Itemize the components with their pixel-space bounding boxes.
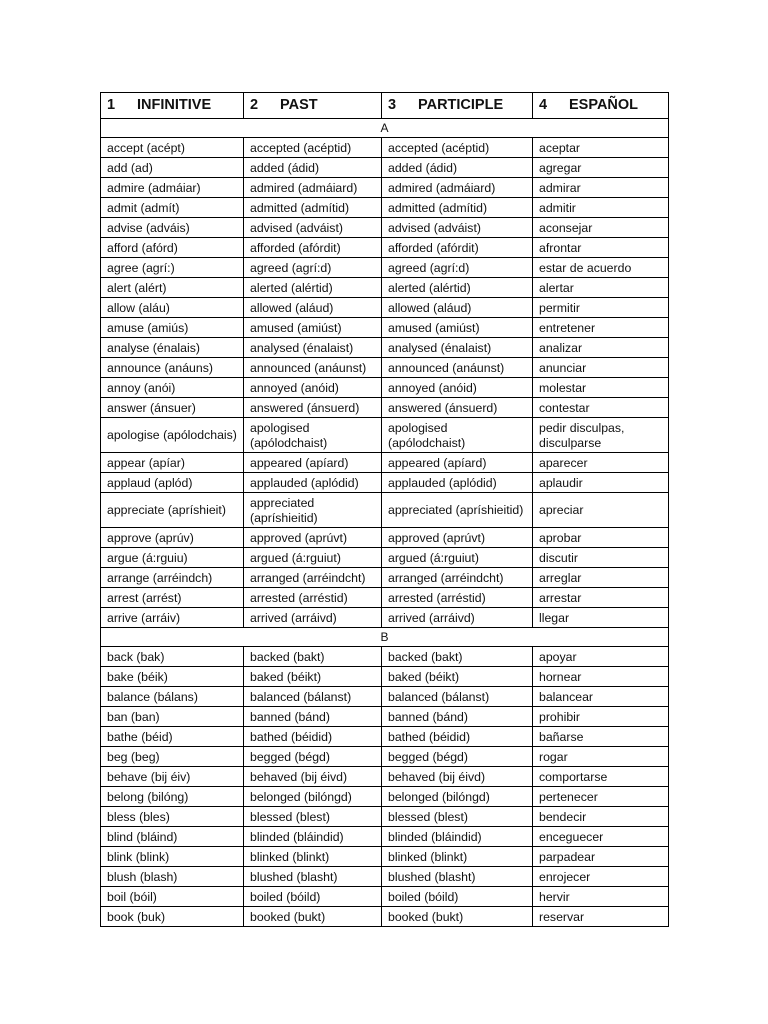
spanish-cell: permitir (533, 298, 669, 318)
verb-row (101, 278, 669, 298)
spanish-cell: aconsejar (533, 218, 669, 238)
spanish-cell: pedir disculpas, disculparse (533, 418, 669, 453)
participle-cell: backed (bakt) (382, 647, 533, 667)
infinitive-cell: appreciate (apríshieit) (101, 493, 244, 528)
participle-cell: argued (á:rguiut) (382, 548, 533, 568)
participle-cell: advised (adváist) (382, 218, 533, 238)
spanish-cell: balancear (533, 687, 669, 707)
participle-cell: banned (bánd) (382, 707, 533, 727)
past-cell: admitted (admítid) (244, 198, 382, 218)
spanish-cell: hornear (533, 667, 669, 687)
header-infinitive (101, 93, 244, 119)
verb-row (101, 847, 669, 867)
verb-row (101, 218, 669, 238)
past-cell: blushed (blasht) (244, 867, 382, 887)
verb-row (101, 493, 669, 528)
participle-cell: begged (bégd) (382, 747, 533, 767)
past-cell: applauded (aplódid) (244, 473, 382, 493)
header-number: 1 (107, 97, 116, 113)
spanish-cell: alertar (533, 278, 669, 298)
header-label: PAST (280, 97, 318, 113)
verb-row (101, 548, 669, 568)
past-cell: belonged (bilóngd) (244, 787, 382, 807)
past-cell: appeared (apíard) (244, 453, 382, 473)
spanish-cell: bañarse (533, 727, 669, 747)
header-label: ESPAÑOL (569, 97, 639, 113)
past-cell: banned (bánd) (244, 707, 382, 727)
infinitive-cell: admire (admáiar) (101, 178, 244, 198)
spanish-cell: admitir (533, 198, 669, 218)
participle-cell: blessed (blest) (382, 807, 533, 827)
participle-cell: admired (admáiard) (382, 178, 533, 198)
spanish-cell: afrontar (533, 238, 669, 258)
infinitive-cell: appear (apíar) (101, 453, 244, 473)
infinitive-cell: annoy (anói) (101, 378, 244, 398)
spanish-cell: apreciar (533, 493, 669, 528)
past-cell: afforded (afórdit) (244, 238, 382, 258)
past-cell: approved (aprúvt) (244, 528, 382, 548)
header-row (101, 93, 669, 119)
participle-cell: baked (béikt) (382, 667, 533, 687)
spanish-cell: discutir (533, 548, 669, 568)
infinitive-cell: announce (anáuns) (101, 358, 244, 378)
infinitive-cell: answer (ánsuer) (101, 398, 244, 418)
infinitive-cell: blind (bláind) (101, 827, 244, 847)
spanish-cell: enrojecer (533, 867, 669, 887)
past-cell: blinded (bláindid) (244, 827, 382, 847)
section-letter: A (101, 119, 669, 138)
past-cell: balanced (bálanst) (244, 687, 382, 707)
infinitive-cell: bathe (béid) (101, 727, 244, 747)
past-cell: arranged (arréindcht) (244, 568, 382, 588)
verb-row (101, 787, 669, 807)
header-label: PARTICIPLE (418, 97, 504, 113)
infinitive-cell: arrest (arrést) (101, 588, 244, 608)
verb-row (101, 588, 669, 608)
infinitive-cell: book (buk) (101, 907, 244, 927)
header-number: 2 (250, 97, 259, 113)
infinitive-cell: analyse (énalais) (101, 338, 244, 358)
infinitive-cell: allow (aláu) (101, 298, 244, 318)
verb-row (101, 707, 669, 727)
infinitive-cell: beg (beg) (101, 747, 244, 767)
verb-row (101, 687, 669, 707)
infinitive-cell: behave (bij éiv) (101, 767, 244, 787)
past-cell: baked (béikt) (244, 667, 382, 687)
participle-cell: appreciated (apríshieitid) (382, 493, 533, 528)
spanish-cell: contestar (533, 398, 669, 418)
past-cell: analysed (énalaist) (244, 338, 382, 358)
infinitive-cell: applaud (aplód) (101, 473, 244, 493)
infinitive-cell: back (bak) (101, 647, 244, 667)
infinitive-cell: boil (bóil) (101, 887, 244, 907)
participle-cell: balanced (bálanst) (382, 687, 533, 707)
infinitive-cell: ban (ban) (101, 707, 244, 727)
header-number: 4 (539, 97, 548, 113)
spanish-cell: enceguecer (533, 827, 669, 847)
spanish-cell: admirar (533, 178, 669, 198)
participle-cell: bathed (béidid) (382, 727, 533, 747)
verb-row (101, 198, 669, 218)
past-cell: arrested (arréstid) (244, 588, 382, 608)
verb-row (101, 647, 669, 667)
past-cell: argued (á:rguiut) (244, 548, 382, 568)
spanish-cell: aparecer (533, 453, 669, 473)
verb-row (101, 608, 669, 628)
infinitive-cell: accept (acépt) (101, 138, 244, 158)
past-cell: boiled (bóild) (244, 887, 382, 907)
participle-cell: apologised (apólodchaist) (382, 418, 533, 453)
participle-cell: agreed (agrí:d) (382, 258, 533, 278)
past-cell: apologised (apólodchaist) (244, 418, 382, 453)
past-cell: backed (bakt) (244, 647, 382, 667)
infinitive-cell: bake (béik) (101, 667, 244, 687)
past-cell: allowed (aláud) (244, 298, 382, 318)
spanish-cell: anunciar (533, 358, 669, 378)
verb-row (101, 907, 669, 927)
verb-row (101, 318, 669, 338)
infinitive-cell: apologise (apólodchais) (101, 418, 244, 453)
spanish-cell: aprobar (533, 528, 669, 548)
verb-row (101, 378, 669, 398)
infinitive-cell: blink (blink) (101, 847, 244, 867)
participle-cell: admitted (admítid) (382, 198, 533, 218)
past-cell: alerted (alértid) (244, 278, 382, 298)
infinitive-cell: argue (á:rguiu) (101, 548, 244, 568)
past-cell: amused (amiúst) (244, 318, 382, 338)
past-cell: blessed (blest) (244, 807, 382, 827)
verb-row (101, 298, 669, 318)
verb-row (101, 158, 669, 178)
verb-row (101, 807, 669, 827)
past-cell: behaved (bij éivd) (244, 767, 382, 787)
verb-row (101, 727, 669, 747)
spanish-cell: comportarse (533, 767, 669, 787)
spanish-cell: aceptar (533, 138, 669, 158)
spanish-cell: arrestar (533, 588, 669, 608)
spanish-cell: hervir (533, 887, 669, 907)
spanish-cell: analizar (533, 338, 669, 358)
past-cell: agreed (agrí:d) (244, 258, 382, 278)
participle-cell: announced (anáunst) (382, 358, 533, 378)
participle-cell: answered (ánsuerd) (382, 398, 533, 418)
participle-cell: approved (aprúvt) (382, 528, 533, 548)
verb-list-page (100, 92, 668, 927)
infinitive-cell: arrange (arréindch) (101, 568, 244, 588)
infinitive-cell: blush (blash) (101, 867, 244, 887)
participle-cell: behaved (bij éivd) (382, 767, 533, 787)
verb-row (101, 767, 669, 787)
past-cell: arrived (arráivd) (244, 608, 382, 628)
section-letter: B (101, 628, 669, 647)
past-cell: annoyed (anóid) (244, 378, 382, 398)
past-cell: answered (ánsuerd) (244, 398, 382, 418)
spanish-cell: parpadear (533, 847, 669, 867)
spanish-cell: arreglar (533, 568, 669, 588)
past-cell: bathed (béidid) (244, 727, 382, 747)
infinitive-cell: afford (afórd) (101, 238, 244, 258)
spanish-cell: rogar (533, 747, 669, 767)
participle-cell: added (ádid) (382, 158, 533, 178)
spanish-cell: bendecir (533, 807, 669, 827)
spanish-cell: llegar (533, 608, 669, 628)
past-cell: blinked (blinkt) (244, 847, 382, 867)
past-cell: accepted (acéptid) (244, 138, 382, 158)
past-cell: appreciated (apríshieitid) (244, 493, 382, 528)
infinitive-cell: approve (aprúv) (101, 528, 244, 548)
verb-row (101, 473, 669, 493)
participle-cell: applauded (aplódid) (382, 473, 533, 493)
infinitive-cell: belong (bilóng) (101, 787, 244, 807)
participle-cell: amused (amiúst) (382, 318, 533, 338)
verb-row (101, 178, 669, 198)
spanish-cell: molestar (533, 378, 669, 398)
verb-row (101, 667, 669, 687)
past-cell: begged (bégd) (244, 747, 382, 767)
verb-row (101, 258, 669, 278)
participle-cell: blinded (bláindid) (382, 827, 533, 847)
participle-cell: afforded (afórdit) (382, 238, 533, 258)
participle-cell: booked (bukt) (382, 907, 533, 927)
participle-cell: belonged (bilóngd) (382, 787, 533, 807)
verb-row (101, 827, 669, 847)
verb-row (101, 398, 669, 418)
section-letter-row (101, 628, 669, 647)
participle-cell: appeared (apíard) (382, 453, 533, 473)
infinitive-cell: add (ad) (101, 158, 244, 178)
verb-table-body (101, 93, 669, 927)
spanish-cell: agregar (533, 158, 669, 178)
verb-row (101, 358, 669, 378)
infinitive-cell: arrive (arráiv) (101, 608, 244, 628)
participle-cell: allowed (aláud) (382, 298, 533, 318)
past-cell: added (ádid) (244, 158, 382, 178)
participle-cell: blushed (blasht) (382, 867, 533, 887)
participle-cell: arrived (arráivd) (382, 608, 533, 628)
participle-cell: analysed (énalaist) (382, 338, 533, 358)
spanish-cell: prohibir (533, 707, 669, 727)
verb-row (101, 338, 669, 358)
participle-cell: arranged (arréindcht) (382, 568, 533, 588)
infinitive-cell: amuse (amiús) (101, 318, 244, 338)
past-cell: admired (admáiard) (244, 178, 382, 198)
verb-row (101, 238, 669, 258)
participle-cell: alerted (alértid) (382, 278, 533, 298)
infinitive-cell: alert (alért) (101, 278, 244, 298)
participle-cell: arrested (arréstid) (382, 588, 533, 608)
verb-row (101, 867, 669, 887)
past-cell: booked (bukt) (244, 907, 382, 927)
verb-table (100, 92, 669, 927)
header-participle (382, 93, 533, 119)
spanish-cell: reservar (533, 907, 669, 927)
spanish-cell: estar de acuerdo (533, 258, 669, 278)
verb-row (101, 138, 669, 158)
spanish-cell: pertenecer (533, 787, 669, 807)
past-cell: advised (adváist) (244, 218, 382, 238)
spanish-cell: apoyar (533, 647, 669, 667)
participle-cell: accepted (acéptid) (382, 138, 533, 158)
header-past (244, 93, 382, 119)
header-label: INFINITIVE (137, 97, 212, 113)
section-letter-row (101, 119, 669, 138)
participle-cell: annoyed (anóid) (382, 378, 533, 398)
verb-row (101, 887, 669, 907)
infinitive-cell: bless (bles) (101, 807, 244, 827)
verb-row (101, 418, 669, 453)
infinitive-cell: admit (admít) (101, 198, 244, 218)
verb-row (101, 568, 669, 588)
verb-row (101, 528, 669, 548)
infinitive-cell: balance (bálans) (101, 687, 244, 707)
spanish-cell: entretener (533, 318, 669, 338)
participle-cell: boiled (bóild) (382, 887, 533, 907)
verb-row (101, 747, 669, 767)
past-cell: announced (anáunst) (244, 358, 382, 378)
header-number: 3 (388, 97, 397, 113)
infinitive-cell: advise (adváis) (101, 218, 244, 238)
header-espanol (533, 93, 669, 119)
infinitive-cell: agree (agrí:) (101, 258, 244, 278)
verb-row (101, 453, 669, 473)
spanish-cell: aplaudir (533, 473, 669, 493)
participle-cell: blinked (blinkt) (382, 847, 533, 867)
